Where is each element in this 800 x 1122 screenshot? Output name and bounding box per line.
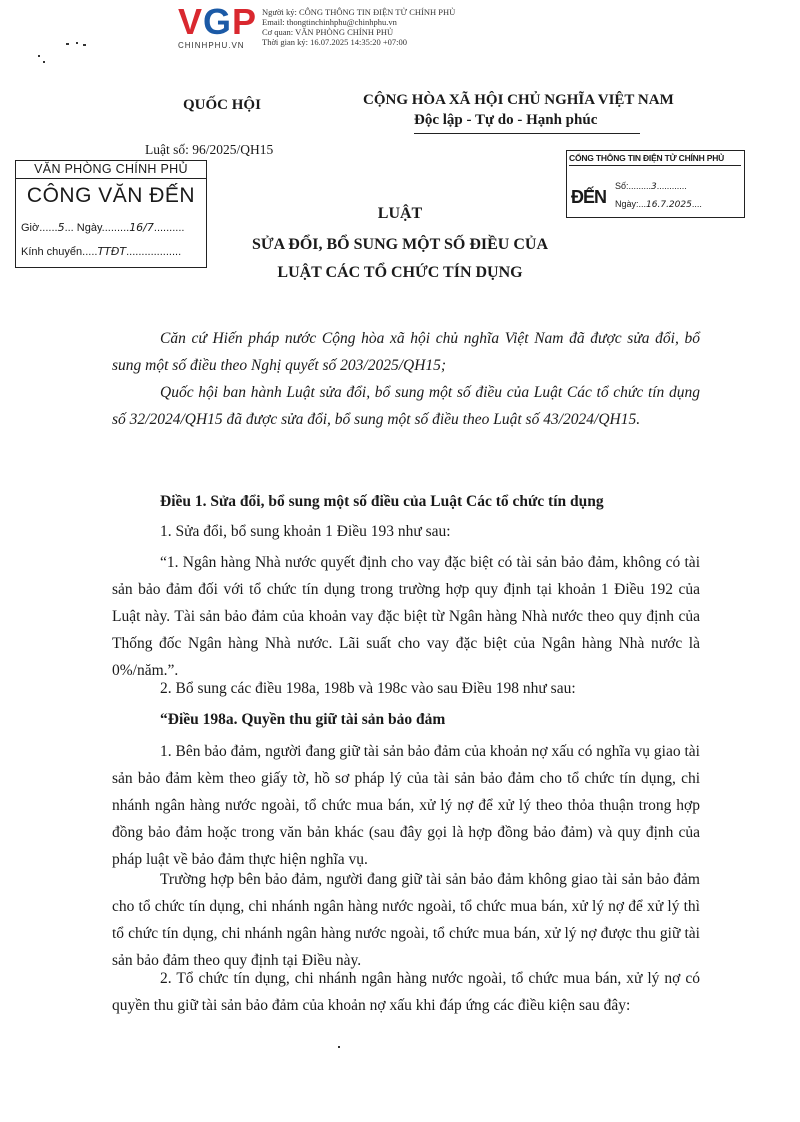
stamp-transfer-label: Kính chuyển bbox=[21, 246, 83, 258]
stamp-hour-value: 5 bbox=[57, 221, 65, 234]
digital-signature-info bbox=[262, 7, 455, 47]
preamble-constitution: Căn cứ Hiến pháp nước Cộng hòa xã hội chủ nghĩa Việt Nam đã được sửa đổi, bổ sung một số điều theo Nghị quyết số 203/2025/QH15; bbox=[112, 330, 700, 374]
law-title-line1: SỬA ĐỔI, BỔ SUNG MỘT SỐ ĐIỀU CỦA bbox=[251, 236, 549, 253]
portal-date-value: 16.7.2025 bbox=[646, 200, 692, 210]
article-1-quote-1: “1. Ngân hàng Nhà nước quyết định cho vay đặc biệt có tài sản bảo đảm, không có tài sản bảo đảm đối với tổ chức tín dụng trong trường hợp quy định tại khoản 1 Điều 192 của Luật này. Tài sản bảo đảm của khoản vay đặc biệt từ Ngân hàng Nhà nước theo quy định của Thống đốc Ngân hàng Nhà nước. Lãi suất cho vay đặc biệt của Ngân hàng Nhà nước là 0%/năm.”. bbox=[112, 554, 700, 679]
portal-date-label: Ngày: bbox=[615, 199, 639, 209]
issuer-name: QUỐC HỘI bbox=[183, 97, 261, 113]
motto-underline bbox=[414, 133, 640, 134]
portal-stamp-den: ĐẾN bbox=[571, 187, 607, 207]
logo-letter-v: V bbox=[178, 1, 204, 42]
article-198a-title: “Điều 198a. Quyền thu giữ tài sản bảo đảm bbox=[160, 711, 446, 728]
stamp-transfer-row: Kính chuyển.....TTĐT.................. bbox=[21, 245, 182, 258]
scan-speck bbox=[66, 43, 69, 45]
stamp-incoming-label: CÔNG VĂN ĐẾN bbox=[26, 184, 196, 207]
article-198a-clause-1: 1. Bên bảo đảm, người đang giữ tài sản bảo đảm của khoản nợ xấu có nghĩa vụ giao tài sản bảo đảm kèm theo giấy tờ, hồ sơ pháp lý của tài sản bảo đảm cho tổ chức tín dụng, chi nhánh ngân hàng nước ngoài, tổ chức mua bán, xử lý nợ để xử lý theo thỏa thuận trong hợp đồng bảo đảm hoặc trong văn bản khác (sau đây gọi là hợp đồng bảo đảm) và quy định của pháp luật về bảo đảm thực hiện nghĩa vụ. bbox=[112, 743, 700, 868]
stamp-time-row: Giờ......5... Ngày.........16/7.......... bbox=[21, 221, 185, 234]
portal-number-label: Số: bbox=[615, 181, 629, 191]
logo-letter-p: P bbox=[232, 1, 258, 42]
stamp-date-value: 16/7 bbox=[129, 221, 154, 234]
signature-agency: Cơ quan: VĂN PHÒNG CHÍNH PHỦ bbox=[262, 27, 394, 37]
law-number: Luật số: 96/2025/QH15 bbox=[145, 142, 274, 157]
signature-time: Thời gian ký: 16.07.2025 14:35:20 +07:00 bbox=[262, 37, 408, 47]
national-motto: Độc lập - Tự do - Hạnh phúc bbox=[414, 112, 598, 128]
portal-stamp-number-row: Số:.........3............ bbox=[615, 181, 687, 192]
stamp-hour-label: Giờ bbox=[21, 222, 40, 234]
article-1-item-2: 2. Bổ sung các điều 198a, 198b và 198c vào sau Điều 198 như sau: bbox=[160, 680, 576, 697]
scan-speck bbox=[83, 44, 86, 46]
law-title-label: LUẬT bbox=[377, 205, 423, 222]
logo-subtitle: CHINHPHU.VN bbox=[178, 41, 245, 50]
republic-name: CỘNG HÒA XÃ HỘI CHỦ NGHĨA VIỆT NAM bbox=[363, 92, 674, 108]
law-title-line2: LUẬT CÁC TỔ CHỨC TÍN DỤNG bbox=[277, 264, 523, 281]
article-1-item-1: 1. Sửa đổi, bổ sung khoản 1 Điều 193 như sau: bbox=[160, 523, 451, 540]
signature-signer: Người ký: CÔNG THÔNG TIN ĐIỆN TỬ CHÍNH PHỦ bbox=[262, 7, 456, 17]
portal-number-value: 3 bbox=[651, 182, 657, 192]
stamp-transfer-value: TTĐT bbox=[97, 245, 127, 258]
preamble-issuance: Quốc hội ban hành Luật sửa đổi, bổ sung một số điều của Luật Các tổ chức tín dụng số 32/2024/QH15 đã được sửa đổi, bổ sung một số điều theo Luật số 43/2024/QH15. bbox=[112, 384, 700, 428]
vgp-logo bbox=[178, 1, 258, 42]
stamp-office: VĂN PHÒNG CHÍNH PHỦ bbox=[16, 161, 206, 179]
portal-stamp-title: CỔNG THÔNG TIN ĐIỆN TỬ CHÍNH PHỦ bbox=[569, 153, 741, 166]
article-198a-clause-2: 2. Tổ chức tín dụng, chi nhánh ngân hàng nước ngoài, tổ chức mua bán, xử lý nợ có quyền thu giữ tài sản bảo đảm của khoản nợ xấu khi đáp ứng các điều kiện sau đây: bbox=[112, 970, 700, 1014]
article-1-title: Điều 1. Sửa đổi, bổ sung một số điều của Luật Các tổ chức tín dụng bbox=[160, 493, 604, 510]
portal-stamp-date-row: Ngày:...16.7.2025.... bbox=[615, 199, 702, 210]
scan-speck bbox=[38, 55, 40, 57]
scan-speck bbox=[338, 1046, 340, 1048]
article-198a-case: Trường hợp bên bảo đảm, người đang giữ tài sản bảo đảm không giao tài sản bảo đảm cho tổ chức tín dụng, chi nhánh ngân hàng nước ngoài, tổ chức mua bán, xử lý nợ để xử lý thì tổ chức tín dụng, chi nhánh ngân hàng nước ngoài, tổ chức mua bán, xử lý nợ được thu giữ tài sản bảo đảm theo quy định tại Điều này. bbox=[112, 871, 700, 969]
stamp-date-label: Ngày bbox=[76, 222, 102, 234]
signature-email: Email: thongtinchinhphu@chinhphu.vn bbox=[262, 17, 397, 27]
scan-speck bbox=[76, 42, 78, 44]
logo-letter-g: G bbox=[203, 1, 233, 42]
scan-speck bbox=[43, 61, 45, 63]
